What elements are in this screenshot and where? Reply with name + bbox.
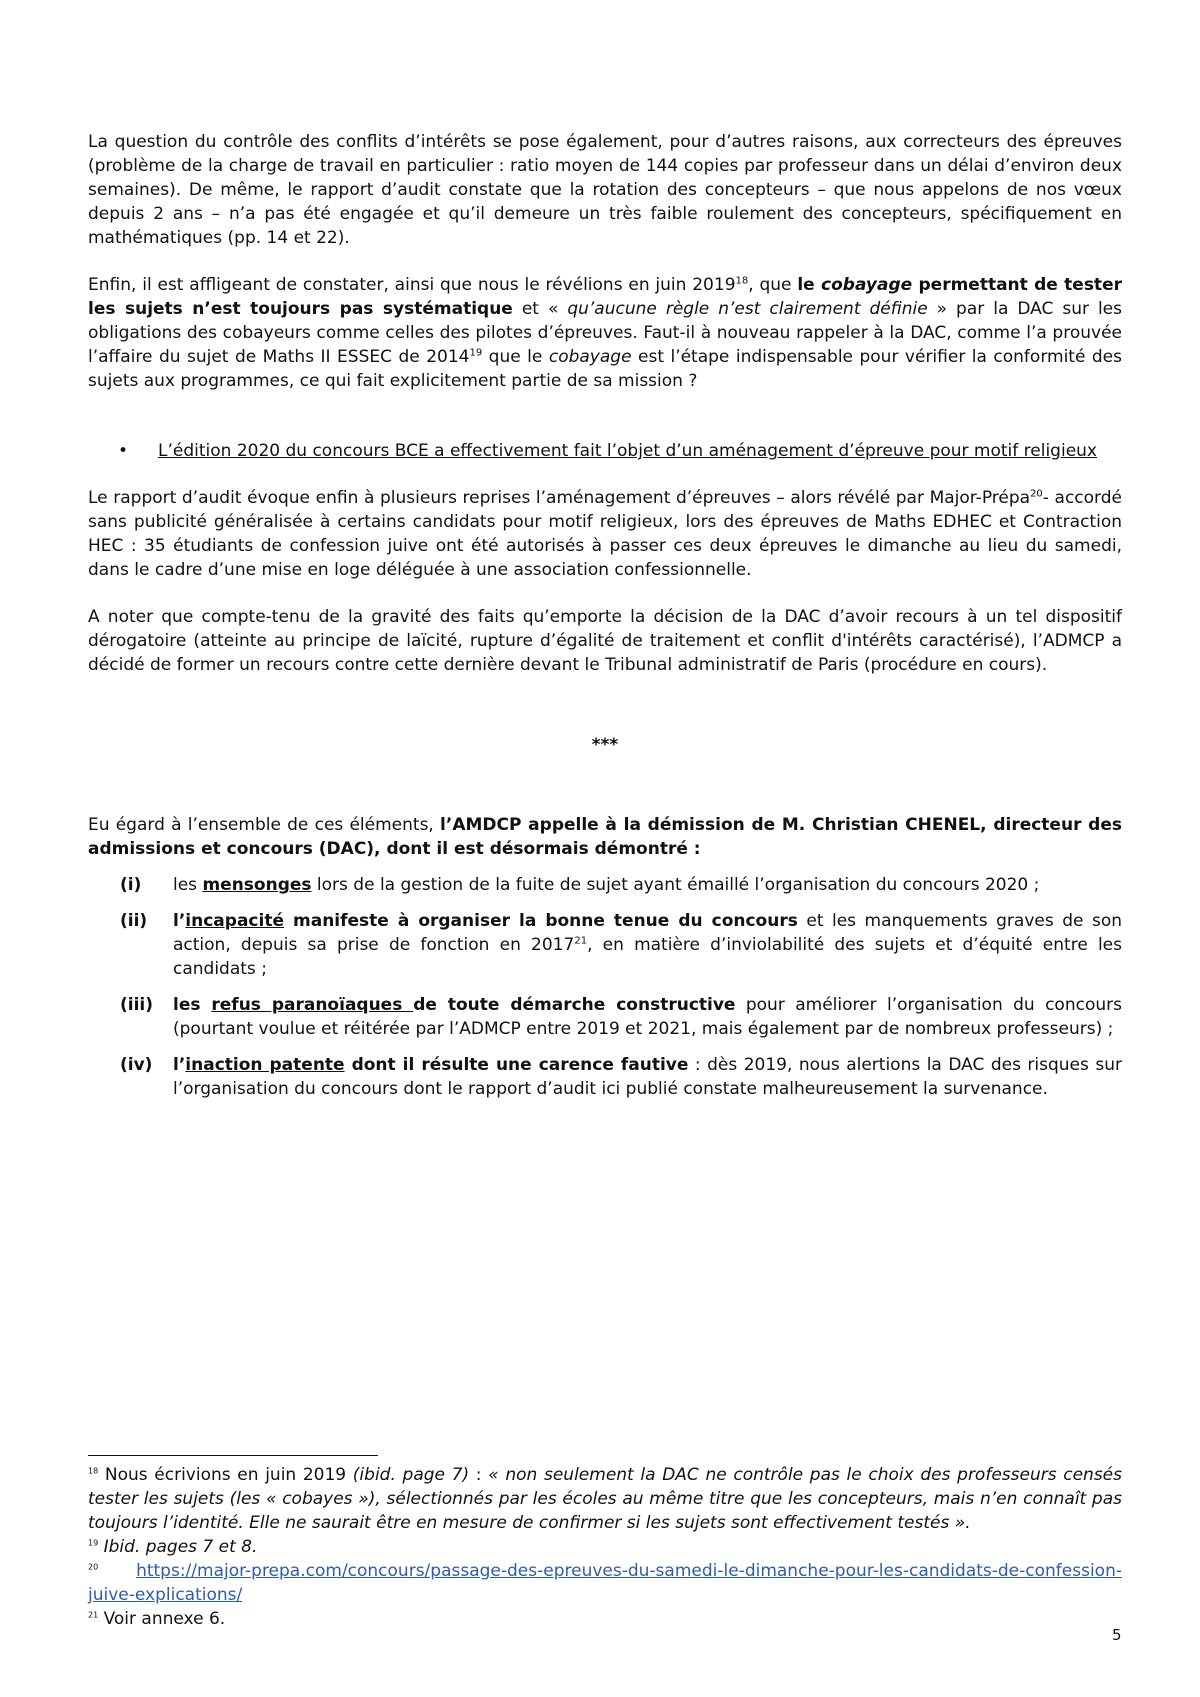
major-prepa-link[interactable]: https://major-prepa.com/concours/passage-des-epreuves-du-samedi-le-dimanche-pour-les-candidats-de-confession-juive-explications/ [88,1561,1122,1605]
footnote-21: $^{21}$ Voir annexe 6. [88,1609,226,1629]
footnotes [88,1463,1122,1631]
footnote-divider [88,1455,378,1456]
paragraph-amenagement: Le rapport d’audit évoque enfin à plusieurs reprises l’aménagement d’épreuves – alors révélé par Major-Prépa$^{20}$- accordé sans publicité généralisée à certains candidats pour motif religieux, lors des épreuves de Maths EDHEC et Contraction HEC : 35 étudiants de confession juive ont été autorisés à passer ces deux épreuves le dimanche au lieu du samedi, dans le cadre d’une mise en loge déléguée à une association confessionnelle. [88,488,1122,580]
paragraph-cobayage: Enfin, il est affligeant de constater, ainsi que nous le révélions en juin 2019$^{18}$, que le cobayage permettant de tester les sujets n’est toujours pas systématique et « qu’aucune règle n’est clairement définie » par la DAC sur les obligations des cobayeurs comme celles des pilotes d’épreuves. Faut-il à nouveau rappeler à la DAC, comme l’a prouvée l’affaire du sujet de Maths II ESSEC de 2014$^{19}$ que le cobayage est l’étape indispensable pour vérifier la conformité des sujets aux programmes, ce qui fait explicitement partie de sa mission ? [88,275,1122,391]
footnote-20: $^{20}$ https://major-prepa.com/concours/passage-des-epreuves-du-samedi-le-dimanche-pour-les-candidats-de-confession-juive-explications/ [88,1561,1122,1605]
bullet-heading [88,439,1122,463]
grievance-list [88,873,1122,1101]
list-item-number: (ii) [120,911,148,931]
list-item-number: (i) [120,875,142,895]
paragraph-demission: Eu égard à l’ensemble de ces éléments, l’AMDCP appelle à la démission de M. Christian CHENEL, directeur des admissions et concours (DAC), dont il est désormais démontré : [88,815,1122,859]
footnote-19: $^{19}$ Ibid. pages 7 et 8. [88,1537,258,1557]
list-item-number: (iii) [120,995,154,1015]
list-item: (iv) l’inaction patente dont il résulte une carence fautive : dès 2019, nous alertions la DAC des risques sur l’organisation du concours dont le rapport d’audit ici publié constate malheureusement la survenance. [88,1053,1122,1101]
paragraph-conflicts: La question du contrôle des conflits d’intérêts se pose également, pour d’autres raisons, aux correcteurs des épreuves (problème de la charge de travail en particulier : ratio moyen de 144 copies par professeur dans un délai d’environ deux semaines). De même, le rapport d’audit constate que la rotation des concepteurs – que nous appelons de nos vœux depuis 2 ans – n’a pas été engagée et qu’il demeure un très faible roulement des concepteurs, spécifiquement en mathématiques (pp. 14 et 22). [88,132,1122,248]
bullet-icon: • [118,441,129,461]
document-page [88,130,1122,1113]
footnote-ref-21[interactable]: 21 [574,935,588,947]
list-item-number: (iv) [120,1055,153,1075]
paragraph-recours: A noter que compte-tenu de la gravité des faits qu’emporte la décision de la DAC d’avoir recours à un tel dispositif dérogatoire (atteinte au principe de laïcité, rupture d’égalité de traitement et conflit d'intérêts caractérisé), l’ADMCP a décidé de former un recours contre cette dernière devant le Tribunal administratif de Paris (procédure en cours). [88,607,1122,675]
footnote-ref-18[interactable]: 18 [735,275,749,287]
section-separator: *** [591,735,619,755]
footnote-18: $^{18}$ Nous écrivions en juin 2019 (ibid. page 7) : « non seulement la DAC ne contrôle pas le choix des professeurs censés tester les sujets (les « cobayes »), sélectionnés par les écoles au même titre que les concepteurs, mais n’en connaît pas toujours l’identité. Elle ne saurait être en mesure de confirmer si les sujets sont effectivement testés ». [88,1465,1122,1533]
footnote-ref-20[interactable]: 20 [1030,488,1043,500]
list-item: (i) les mensonges lors de la gestion de la fuite de sujet ayant émaillé l’organisation du concours 2020 ; [88,873,1122,897]
list-item: (iii) les refus paranoïaques de toute démarche constructive pour améliorer l’organisation du concours (pourtant voulue et réitérée par l’ADMCP entre 2019 et 2021, mais également par de nombreux professeurs) ; [88,993,1122,1041]
list-item: (ii) l’incapacité manifeste à organiser la bonne tenue du concours et les manquements graves de son action, depuis sa prise de fonction en 2017$^{21}$, en matière d’inviolabilité des sujets et d’équité entre les candidats ; [88,909,1122,981]
page-number: 5 [1112,1626,1122,1644]
bullet-heading-text: L’édition 2020 du concours BCE a effectivement fait l’objet d’un aménagement d’épreuve pour motif religieux [158,441,1097,461]
footnote-ref-19[interactable]: 19 [469,347,483,359]
